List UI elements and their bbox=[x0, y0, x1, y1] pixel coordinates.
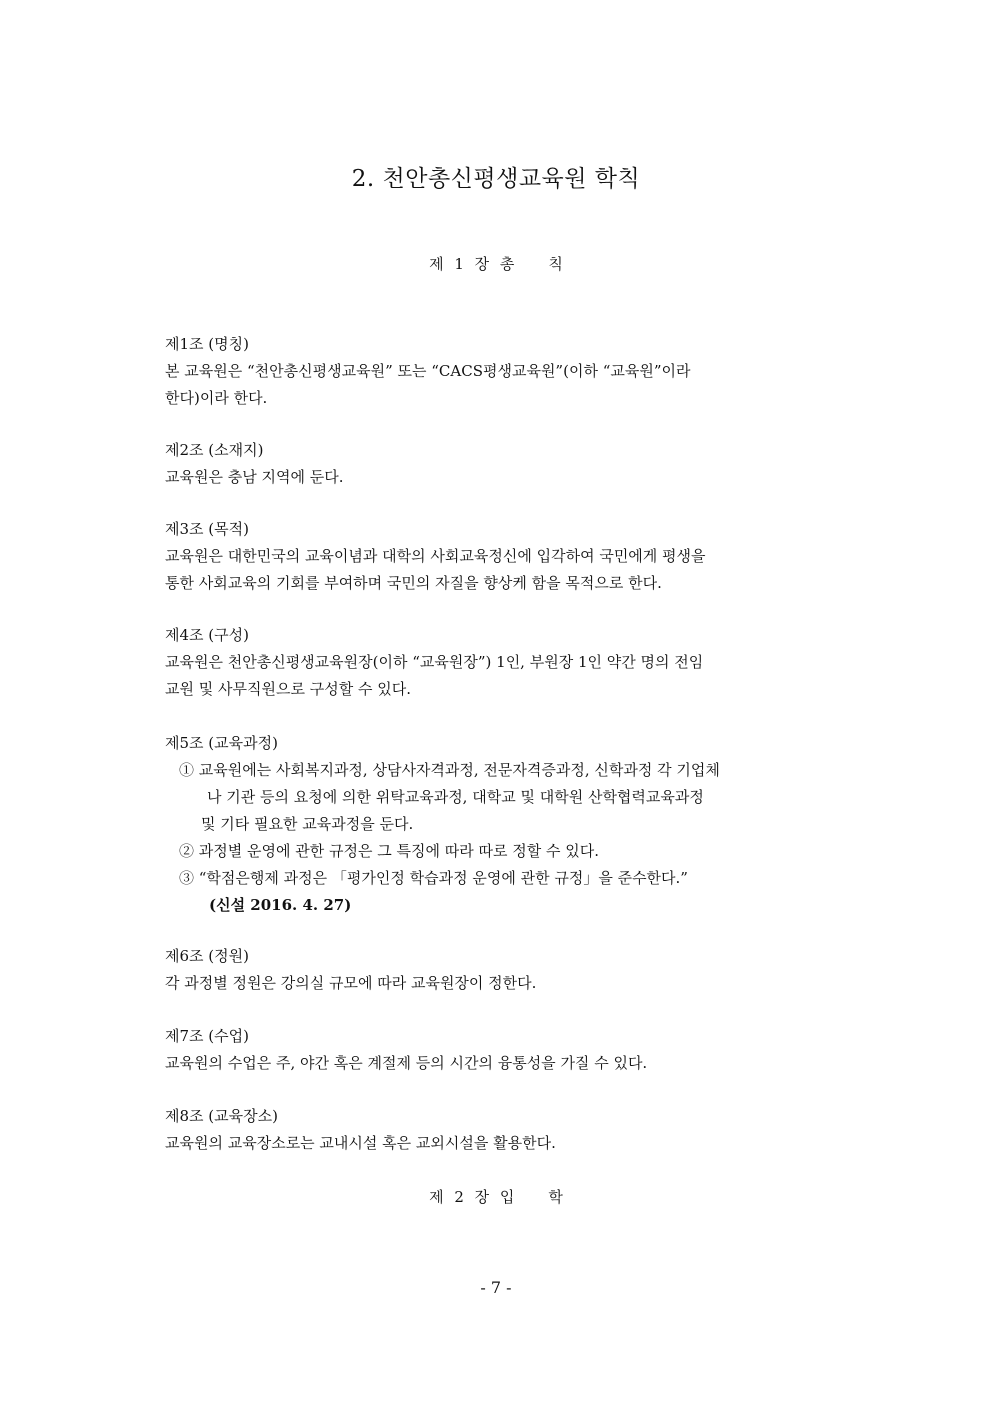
article-heading: 제7조 (수업) bbox=[165, 1027, 249, 1045]
article-7 bbox=[165, 1023, 830, 1077]
clause-1-continued: 및 기타 필요한 교육과정을 둔다. bbox=[201, 815, 414, 833]
article-line: 교육원의 교육장소로는 교내시설 혹은 교외시설을 활용한다. bbox=[165, 1134, 556, 1152]
article-4 bbox=[165, 622, 830, 703]
chapter-number: 제 2 장 bbox=[429, 1188, 490, 1206]
chapter-word: 칙 bbox=[548, 255, 563, 273]
clause-1-continued: 나 기관 등의 요청에 의한 위탁교육과정, 대학교 및 대학원 산학협력교육과정 bbox=[207, 788, 704, 806]
article-line: 본 교육원은 “천안총신평생교육원” 또는 “CACS평생교육원”(이하 “교육원”이라 bbox=[165, 362, 691, 380]
article-heading: 제3조 (목적) bbox=[165, 520, 249, 538]
article-6 bbox=[165, 943, 830, 997]
chapter-number: 제 1 장 bbox=[429, 255, 490, 273]
article-heading: 제4조 (구성) bbox=[165, 626, 249, 644]
chapter-2-heading bbox=[0, 1186, 992, 1207]
article-1 bbox=[165, 331, 830, 412]
article-line: 각 과정별 정원은 강의실 규모에 따라 교육원장이 정한다. bbox=[165, 974, 537, 992]
chapter-word: 총 bbox=[499, 255, 515, 273]
article-5 bbox=[165, 730, 830, 919]
article-heading: 제6조 (정원) bbox=[165, 947, 249, 965]
article-heading: 제2조 (소재지) bbox=[165, 441, 264, 459]
article-line: 교원 및 사무직원으로 구성할 수 있다. bbox=[165, 680, 411, 698]
chapter-word: 학 bbox=[548, 1188, 563, 1206]
article-heading: 제1조 (명칭) bbox=[165, 335, 249, 353]
article-heading: 제5조 (교육과정) bbox=[165, 734, 278, 752]
amendment-note: (신설 2016. 4. 27) bbox=[209, 896, 352, 914]
article-line: 교육원은 대한민국의 교육이념과 대학의 사회교육정신에 입각하여 국민에게 평생을 bbox=[165, 547, 706, 565]
article-line: 교육원의 수업은 주, 야간 혹은 계절제 등의 시간의 융통성을 가질 수 있다. bbox=[165, 1054, 648, 1072]
article-line: 통한 사회교육의 기회를 부여하며 국민의 자질을 향상케 함을 목적으로 한다. bbox=[165, 574, 662, 592]
chapter-word: 입 bbox=[499, 1188, 515, 1206]
clause-3: ③ “학점은행제 과정은 「평가인정 학습과정 운영에 관한 규정」을 준수한다.” bbox=[179, 869, 688, 887]
article-line: 한다)이라 한다. bbox=[165, 389, 268, 407]
article-line: 교육원은 천안총신평생교육원장(이하 “교육원장”) 1인, 부원장 1인 약간 명의 전임 bbox=[165, 653, 704, 671]
clause-2: ② 과정별 운영에 관한 규정은 그 특징에 따라 따로 정할 수 있다. bbox=[179, 842, 599, 860]
clause-1: ① 교육원에는 사회복지과정, 상담사자격과정, 전문자격증과정, 신학과정 각 기업체 bbox=[179, 761, 720, 779]
article-heading: 제8조 (교육장소) bbox=[165, 1107, 278, 1125]
page-number: - 7 - bbox=[480, 1278, 512, 1297]
article-3 bbox=[165, 516, 830, 597]
article-8 bbox=[165, 1103, 830, 1157]
chapter-1-heading bbox=[0, 253, 992, 274]
article-line: 교육원은 충남 지역에 둔다. bbox=[165, 468, 344, 486]
article-2 bbox=[165, 437, 830, 491]
document-title: 2. 천안총신평생교육원 학칙 bbox=[351, 166, 641, 192]
